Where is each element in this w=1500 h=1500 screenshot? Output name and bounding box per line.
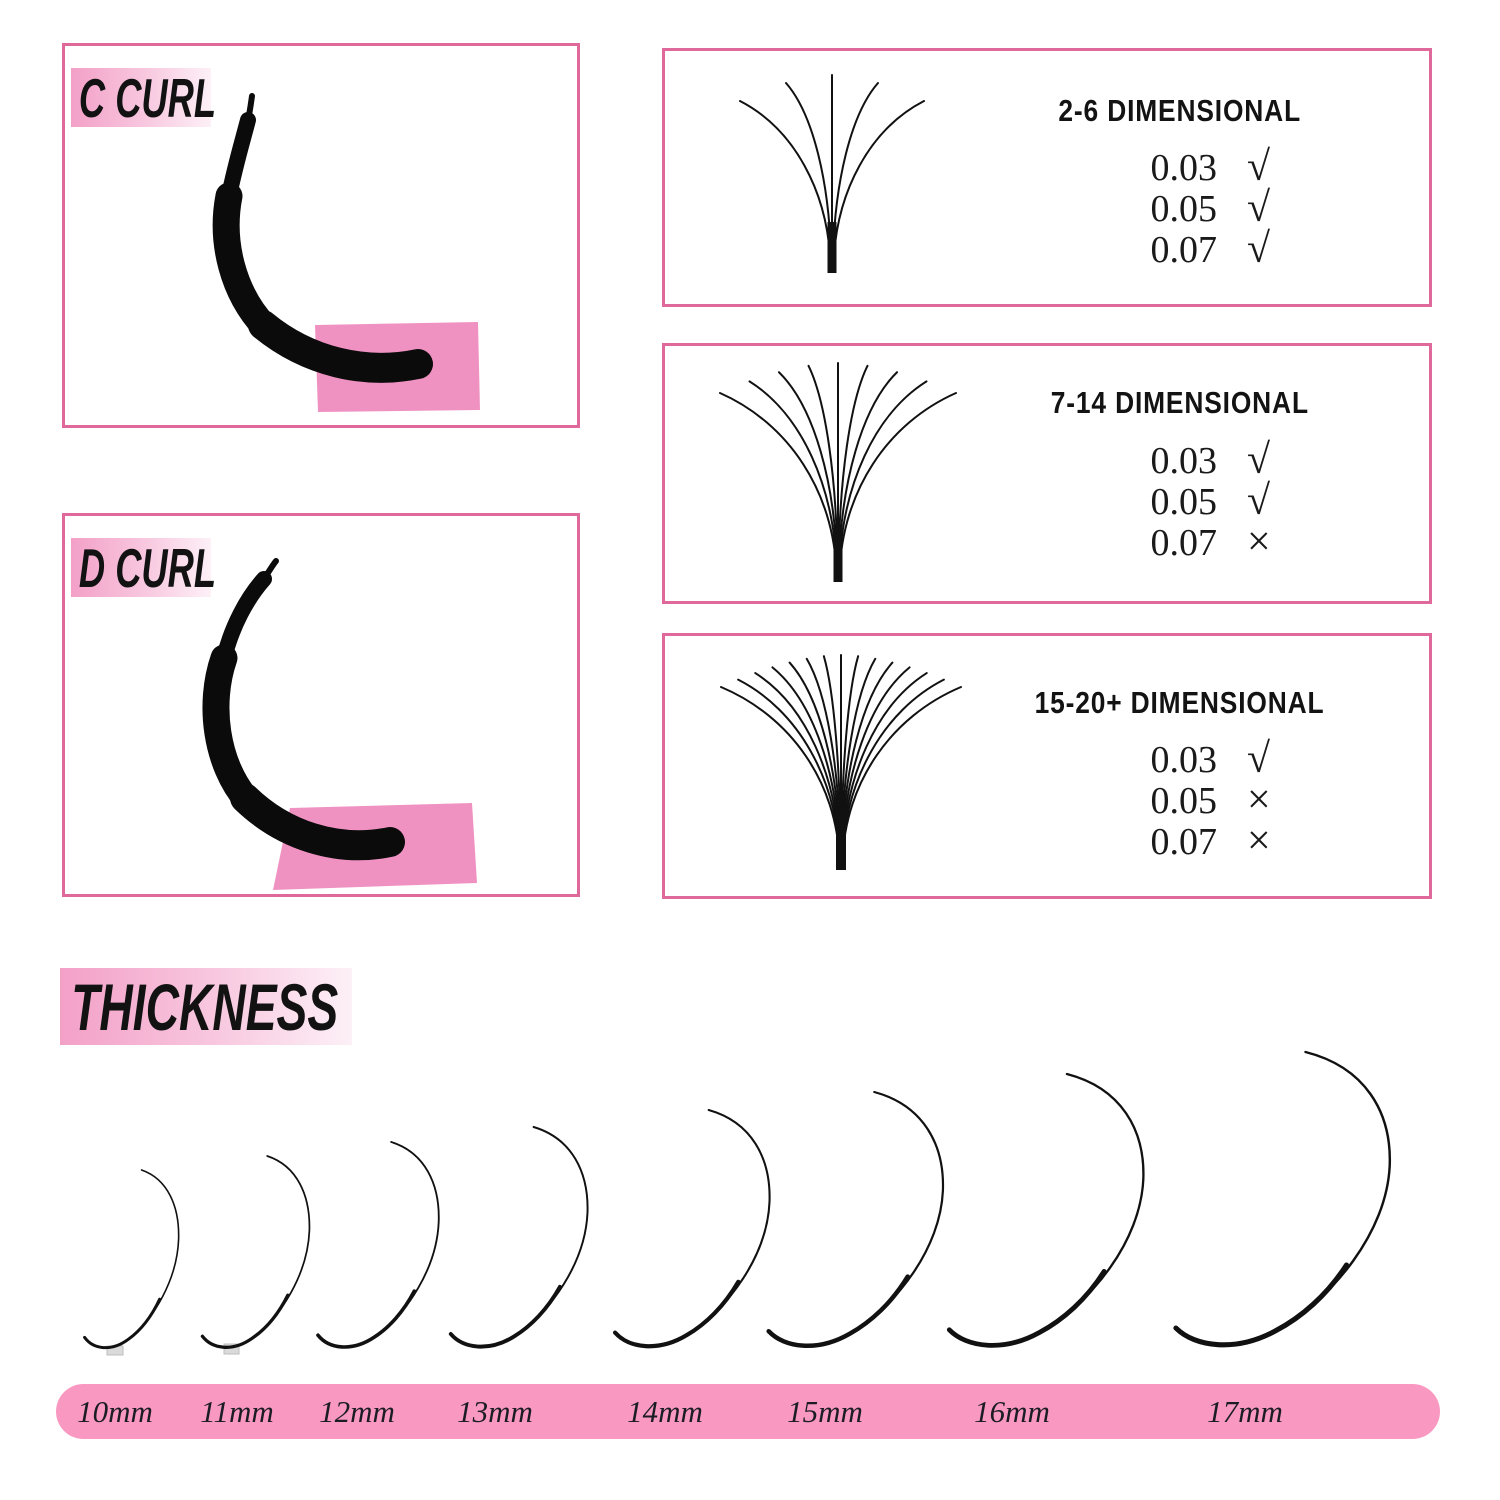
check-icon: √ — [1247, 736, 1271, 782]
thickness-value: 0.07 — [1150, 821, 1217, 863]
length-label: 12mm — [319, 1394, 395, 1429]
thickness-value: 0.07 — [1150, 229, 1217, 271]
thickness-value: 0.05 — [1150, 481, 1217, 523]
dimensional-card-15-20 — [662, 633, 1432, 899]
option-row — [1123, 478, 1297, 524]
d-curl-label-tag — [71, 536, 217, 599]
fan-illustration-2-6 — [665, 51, 1429, 304]
thickness-value: 0.07 — [1150, 522, 1217, 564]
option-row — [1123, 185, 1297, 231]
thickness-value: 0.03 — [1150, 739, 1217, 781]
c-curl-card — [62, 43, 580, 428]
d-curl-card — [62, 513, 580, 897]
thickness-label: THICKNESS — [71, 969, 339, 1044]
cross-icon: × — [1247, 777, 1271, 823]
thickness-value: 0.03 — [1150, 147, 1217, 189]
fan-illustration-15-20 — [665, 636, 1429, 896]
thickness-option-list — [1123, 144, 1297, 272]
option-row — [1123, 226, 1297, 272]
length-label: 17mm — [1207, 1394, 1283, 1429]
thickness-option-list — [1123, 736, 1297, 864]
thickness-value: 0.03 — [1150, 440, 1217, 482]
option-row — [1123, 144, 1297, 190]
check-icon: √ — [1247, 437, 1271, 483]
thickness-value: 0.05 — [1150, 188, 1217, 230]
dimensional-title: 15-20+ DIMENSIONAL — [1035, 685, 1325, 720]
d-curl-label: D CURL — [78, 536, 217, 599]
dimensional-card-7-14 — [662, 343, 1432, 604]
cross-icon: × — [1247, 519, 1271, 565]
dimensional-title: 2-6 DIMENSIONAL — [1058, 93, 1302, 128]
option-row — [1123, 437, 1297, 483]
length-label: 11mm — [200, 1394, 274, 1429]
thickness-value: 0.05 — [1150, 780, 1217, 822]
check-icon: √ — [1247, 144, 1271, 190]
check-icon: √ — [1247, 185, 1271, 231]
check-icon: √ — [1247, 226, 1271, 272]
option-row — [1123, 818, 1297, 864]
length-label: 10mm — [77, 1394, 153, 1429]
c-curl-label: C CURL — [78, 66, 217, 129]
option-row — [1123, 519, 1297, 565]
thickness-option-list — [1123, 437, 1297, 565]
length-label: 14mm — [627, 1394, 703, 1429]
option-row — [1123, 736, 1297, 782]
option-row — [1123, 777, 1297, 823]
dimensional-card-2-6 — [662, 48, 1432, 307]
cross-icon: × — [1247, 818, 1271, 864]
thickness-lash-row — [50, 1015, 1450, 1365]
c-curl-label-tag — [71, 66, 217, 129]
length-scale-bar — [56, 1384, 1440, 1439]
length-label: 16mm — [974, 1394, 1050, 1429]
length-label: 13mm — [457, 1394, 533, 1429]
length-label: 15mm — [787, 1394, 863, 1429]
d-curl-lash — [216, 561, 390, 845]
check-icon: √ — [1247, 478, 1271, 524]
dimensional-title: 7-14 DIMENSIONAL — [1050, 385, 1310, 420]
